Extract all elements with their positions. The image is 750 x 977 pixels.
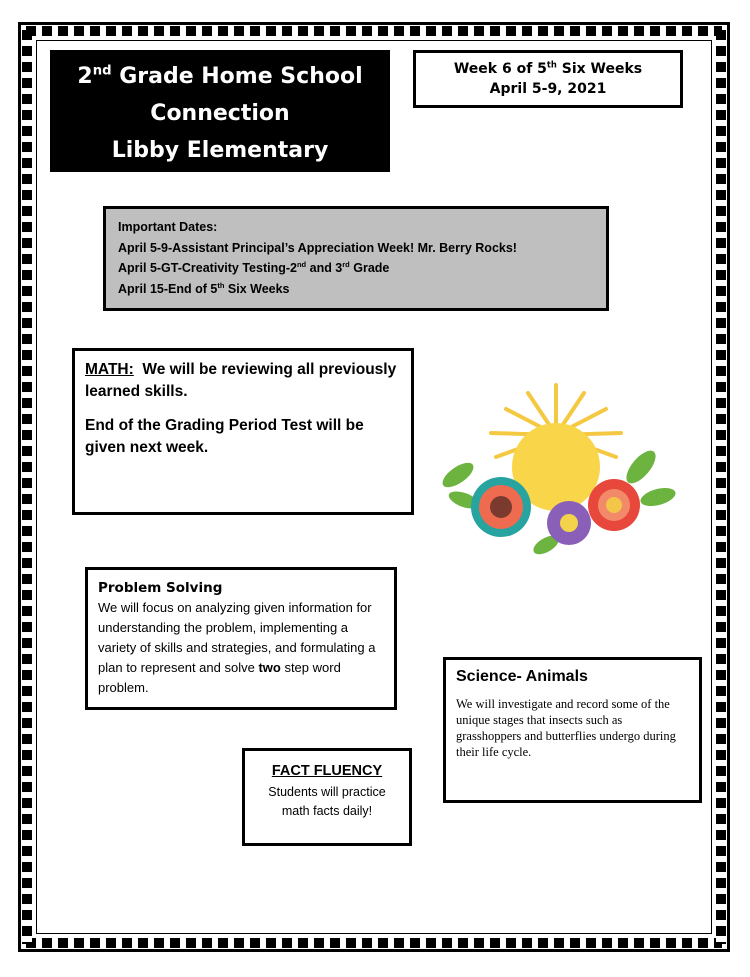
- red-flower: [588, 479, 640, 531]
- week-dates: April 5-9, 2021: [489, 81, 607, 97]
- date-item: April 5-9-Assistant Principal’s Appreciation Week! Mr. Berry Rocks!: [118, 240, 517, 255]
- border-left-checker: [22, 30, 32, 944]
- date-item-text: Six Weeks: [224, 281, 290, 296]
- leaf: [621, 446, 661, 488]
- important-dates-heading: Important Dates:: [118, 220, 218, 234]
- border-right-checker: [716, 30, 726, 944]
- important-dates: [103, 206, 609, 311]
- purple-flower: [547, 501, 591, 545]
- date-item-text: Grade: [349, 261, 390, 275]
- date-item: [118, 258, 594, 279]
- fact-fluency-title: FACT FLUENCY: [271, 763, 383, 779]
- leaf: [439, 458, 478, 492]
- week-label: Week 6 of 5: [453, 61, 547, 77]
- title-grade-number: 2: [77, 64, 93, 89]
- title-line3: Libby Elementary: [111, 138, 329, 163]
- date-item-sup: nd: [296, 259, 307, 269]
- math-section: [72, 348, 414, 515]
- problem-solving-title: Problem Solving: [98, 580, 223, 596]
- title-line2: Connection: [150, 101, 290, 126]
- newsletter-title: [50, 50, 390, 172]
- teal-flower: [471, 477, 531, 537]
- problem-solving-body-end: step word problem.: [98, 660, 341, 695]
- date-item: [118, 279, 594, 300]
- science-title: Science- Animals: [456, 668, 588, 685]
- date-item-text: April 15-End of 5: [118, 281, 218, 296]
- date-item-text: April 5-GT-Creativity Testing-2: [118, 261, 297, 275]
- science-section: [443, 657, 702, 803]
- week-label-end: Six Weeks: [556, 61, 643, 77]
- math-label: MATH:: [85, 361, 134, 378]
- problem-solving-section: [85, 567, 397, 710]
- date-item-sup: rd: [342, 259, 350, 269]
- math-test-note: End of the Grading Period Test will be given next week.: [85, 417, 364, 456]
- date-item-text: and 3: [306, 261, 343, 275]
- problem-solving-emphasis: two: [258, 660, 281, 675]
- border-top-checker: [26, 26, 722, 36]
- problem-solving-text: [98, 598, 384, 698]
- date-item-sup: th: [217, 280, 225, 290]
- week-info: [413, 50, 683, 108]
- math-text: We will be reviewing all previously learned skills.: [85, 361, 401, 400]
- science-text: We will investigate and record some of the unique stages that insects such as grasshoppers and butterflies undergo during their life cycle.: [456, 697, 676, 759]
- border-bottom-checker: [26, 938, 722, 948]
- week-suffix: th: [546, 59, 557, 70]
- fact-fluency-text: Students will practice math facts daily!: [268, 785, 386, 818]
- leaf: [639, 485, 678, 510]
- sun-flowers-illustration: [436, 375, 686, 565]
- title-grade-suffix: nd: [92, 63, 112, 79]
- fact-fluency-section: [242, 748, 412, 846]
- title-line1: Grade Home School: [111, 64, 363, 89]
- problem-solving-body: We will focus on analyzing given information for understanding the problem, implementing a variety of skills and strategies, and formulating a plan to represent and solve: [98, 600, 376, 675]
